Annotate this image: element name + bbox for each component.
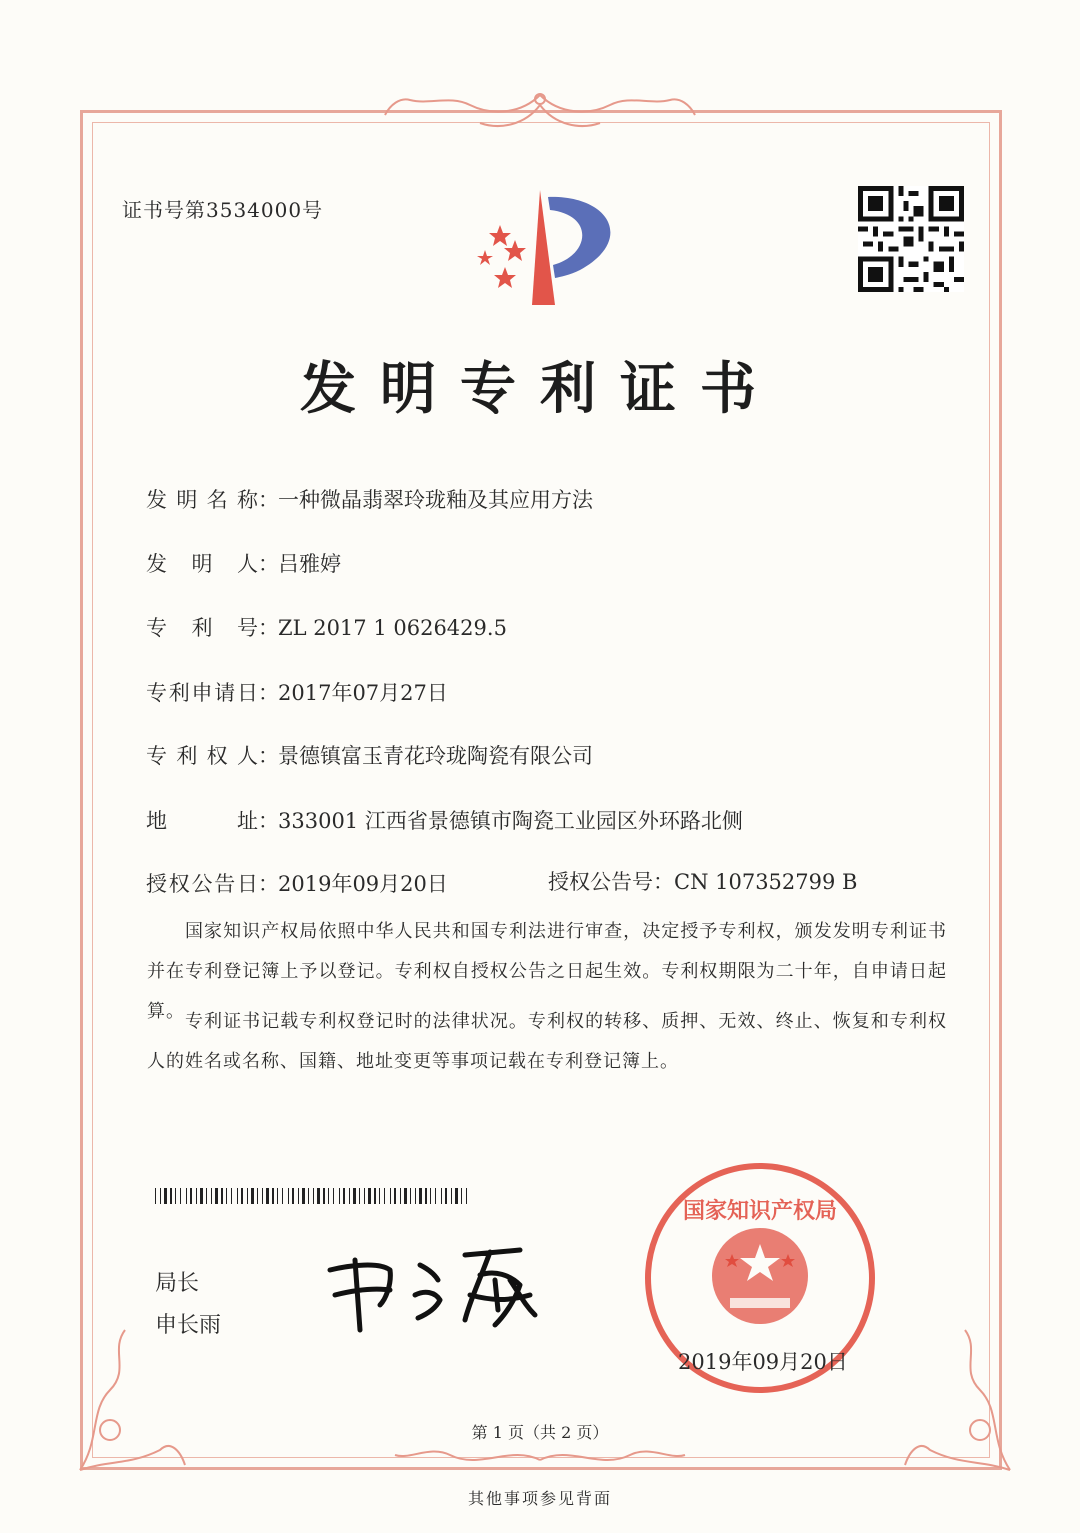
svg-text:国家知识产权局: 国家知识产权局 bbox=[682, 1199, 838, 1224]
barcode bbox=[155, 1188, 467, 1204]
bottom-center-ornament bbox=[390, 1445, 690, 1475]
field-value: CN 107352799 B bbox=[674, 870, 858, 894]
field-value: 一种微晶翡翠玲珑釉及其应用方法 bbox=[278, 488, 593, 512]
director-signature bbox=[320, 1240, 560, 1335]
field-patentee: 专利权人：景德镇富玉青花玲珑陶瓷有限公司 bbox=[146, 740, 593, 770]
field-invention-name: 发明名称：一种微晶翡翠玲珑釉及其应用方法 bbox=[146, 484, 593, 514]
field-value: ZL 2017 1 0626429.5 bbox=[278, 616, 507, 640]
field-label: 授权公告号 bbox=[548, 870, 653, 894]
field-label: 地址 bbox=[146, 809, 258, 833]
field-value: 2019年09月20日 bbox=[278, 872, 448, 896]
paragraph-grant-statement: 国家知识产权局依照中华人民共和国专利法进行审查，决定授予专利权，颁发发明专利证书并在专利登记簿上予以登记。专利权自授权公告之日起生效。专利权期限为二十年，自申请日起算。 bbox=[147, 921, 947, 1022]
field-value: 333001 江西省景德镇市陶瓷工业园区外环路北侧 bbox=[278, 809, 743, 833]
director-title: 局长 bbox=[155, 1271, 200, 1296]
field-grant-number: 授权公告号：CN 107352799 B bbox=[548, 870, 858, 894]
bottom-right-ornament bbox=[900, 1290, 1020, 1480]
page-number: 第 1 页（共 2 页） bbox=[471, 1423, 609, 1442]
certificate-number: 证书号第3534000号 bbox=[122, 198, 324, 222]
field-value: 2017年07月27日 bbox=[278, 681, 448, 705]
paragraph-legal-status: 专利证书记载专利权登记时的法律状况。专利权的转移、质押、无效、终止、恢复和专利权人的姓名或名称、国籍、地址变更等事项记载在专利登记簿上。 bbox=[147, 1011, 947, 1072]
qr-code bbox=[858, 186, 964, 292]
field-patent-number: 专利号：ZL 2017 1 0626429.5 bbox=[146, 612, 507, 642]
field-filing-date: 专利申请日：2017年07月27日 bbox=[146, 677, 448, 707]
field-label: 发明名称 bbox=[146, 488, 258, 512]
director-name: 申长雨 bbox=[155, 1313, 222, 1338]
field-address: 地址：333001 江西省景德镇市陶瓷工业园区外环路北侧 bbox=[146, 805, 743, 835]
seal-date: 2019年09月20日 bbox=[678, 1350, 848, 1374]
field-value: 吕雅婷 bbox=[278, 552, 341, 576]
field-label: 专利权人 bbox=[146, 744, 258, 768]
field-label: 专利申请日 bbox=[146, 681, 258, 705]
field-label: 授权公告日 bbox=[146, 872, 258, 896]
top-ornament bbox=[380, 85, 700, 135]
field-label: 专利号 bbox=[146, 616, 258, 640]
field-label: 发明人 bbox=[146, 552, 258, 576]
patent-office-logo bbox=[460, 185, 630, 310]
field-grant-date: 授权公告日：2019年09月20日 bbox=[146, 868, 448, 898]
field-value: 景德镇富玉青花玲珑陶瓷有限公司 bbox=[278, 744, 593, 768]
footer-note: 其他事项参见背面 bbox=[467, 1489, 612, 1508]
certificate-title: 发明专利证书 bbox=[300, 356, 780, 422]
field-inventor: 发明人：吕雅婷 bbox=[146, 548, 341, 578]
